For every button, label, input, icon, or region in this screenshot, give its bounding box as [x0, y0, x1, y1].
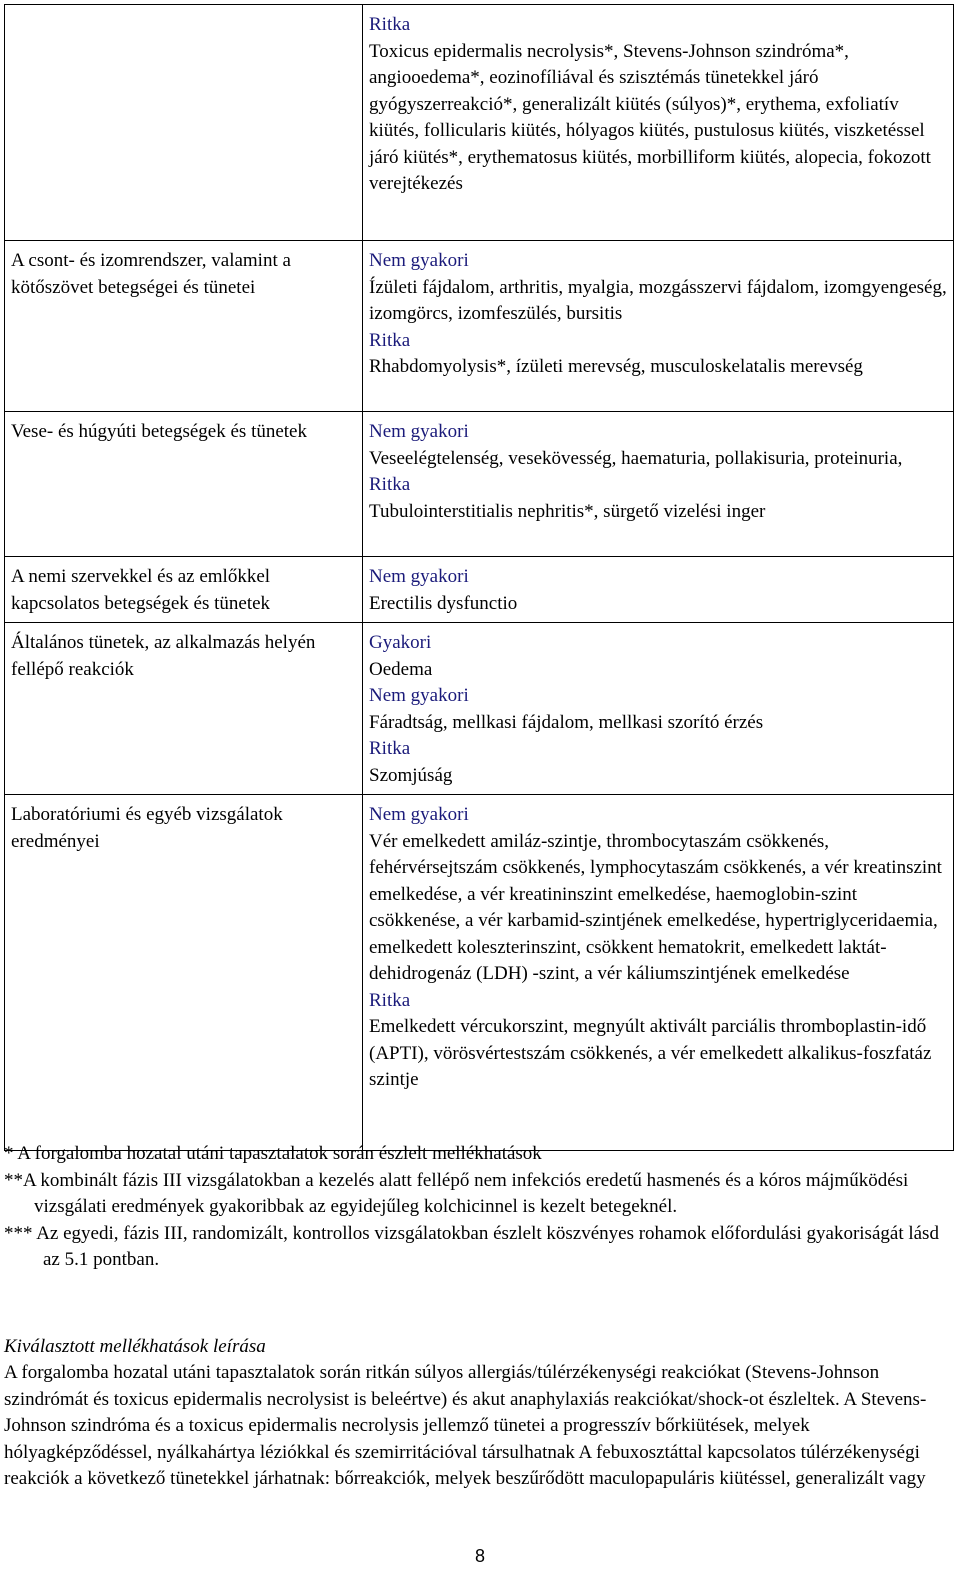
table-row — [5, 623, 954, 795]
effects-text: Szomjúság — [369, 764, 453, 786]
effects-cell — [363, 795, 954, 1151]
effects-text: Erectilis dysfunctio — [369, 592, 518, 614]
effects-text: Vér emelkedett amiláz-szintje, thrombocytaszám csökkenés, fehérvérsejtszám csökkenés, lymphocytaszám csökkenés, a vér kreatinszint emelkedése, a vér kreatininszint emelkedése, haemoglobin-szint csökkenése, a vér karbamid-szintjének emelkedése, hypertriglyceridaemia, emelkedett koleszterinszint, csökkent hematokrit, emelkedett laktát-dehidrogenáz (LDH) -szint, a vér káliumszintjének emelkedése — [369, 830, 942, 984]
table-row — [5, 241, 954, 412]
frequency-label: Nem gyakori — [369, 804, 469, 825]
frequency-label: Nem gyakori — [369, 421, 469, 442]
effects-cell — [363, 5, 954, 241]
adverse-effects-table — [4, 4, 954, 1151]
organ-class-cell: Laboratóriumi és egyéb vizsgálatok eredményei — [5, 795, 363, 1151]
frequency-label: Ritka — [369, 474, 411, 495]
table-row — [5, 5, 954, 241]
organ-class-cell: Vese- és húgyúti betegségek és tünetek — [5, 412, 363, 557]
effects-text: Emelkedett vércukorszint, megnyúlt aktivált parciális thromboplastin-idő (APTI), vörösvértestszám csökkenés, a vér emelkedett alkalikus-foszfatáz szintje — [369, 1016, 932, 1090]
footnote: * A forgalomba hozatal utáni tapasztalatok során észlelt mellékhatások — [4, 1143, 542, 1164]
footnotes — [4, 1141, 954, 1274]
effects-text: Veseelégtelenség, vesekövesség, haematuria, pollakisuria, proteinuria, — [369, 447, 903, 469]
effects-text: Ízületi fájdalom, arthritis, myalgia, mozgásszervi fájdalom, izomgyengeség, izomgörcs, izomfeszülés, bursitis — [369, 276, 947, 324]
frequency-label: Nem gyakori — [369, 685, 469, 706]
effects-cell — [363, 557, 954, 623]
effects-text: Rhabdomyolysis*, ízületi merevség, musculoskelatalis merevség — [369, 356, 863, 377]
frequency-label: Nem gyakori — [369, 566, 469, 587]
effects-text: Oedema — [369, 658, 433, 680]
organ-class-cell: A nemi szervekkel és az emlőkkel kapcsolatos betegségek és tünetek — [5, 557, 363, 623]
table-row — [5, 795, 954, 1151]
frequency-label: Ritka — [369, 14, 411, 35]
page-number: 8 — [474, 1546, 485, 1566]
frequency-label: Ritka — [369, 738, 411, 759]
table-row — [5, 412, 954, 557]
footnote: **A kombinált fázis III vizsgálatokban a kezelés alatt fellépő nem infekciós eredetű hasmenés és a kóros májműködési vizsgálati eredmények gyakoribbak az egyidejűleg kolchicinnel is kezelt betegeknél. — [4, 1169, 909, 1217]
table-row — [5, 557, 954, 623]
frequency-label: Gyakori — [369, 632, 432, 653]
organ-class-cell: A csont- és izomrendszer, valamint a kötőszövet betegségei és tünetei — [5, 241, 363, 412]
effects-cell — [363, 623, 954, 795]
effects-cell — [363, 412, 954, 557]
organ-class-cell: Általános tünetek, az alkalmazás helyén fellépő reakciók — [5, 623, 363, 795]
effects-text: Tubulointerstitialis nephritis*, sürgető vizelési inger — [369, 500, 766, 522]
effects-text: Toxicus epidermalis necrolysis*, Stevens-Johnson szindróma*, angiooedema*, eozinofíliával és szisztémás tünetekkel járó gyógyszerreakció*, generalizált kiütés (súlyos)*, erythema, exfoliatív kiütés, follicularis kiütés, hólyagos kiütés, pustulosus kiütés, viszketéssel járó kiütés*, erythematosus kiütés, morbilliform kiütés, alopecia, fokozott verejtékezés — [369, 40, 931, 194]
effects-text: Fáradtság, mellkasi fájdalom, mellkasi szorító érzés — [369, 711, 764, 733]
section-paragraph: A forgalomba hozatal utáni tapasztalatok során ritkán súlyos allergiás/túlérzékenységi reakciókat (Stevens-Johnson szindrómát és toxicus epidermalis necrolysist is beleértve) és akut anaphylaxiás reakciókat/shock-ot észleltek. A Stevens-Johnson szindróma és a toxicus epidermalis necrolysis jellemző tünetei a progresszív bőrkiütések, melyek hólyagképződéssel, nyálkahártya léziókkal és szemirritációval társulhatnak A febuxosztáttal kapcsolatos túlérzékenységi reakciók a következő tünetekkel járhatnak: bőrreakciók, melyek beszűrődött maculopapuláris kiütéssel, generalizált vagy — [4, 1362, 927, 1489]
footnote: *** Az egyedi, fázis III, randomizált, kontrollos vizsgálatokban észlelt köszvényes rohamok előfordulási gyakoriságát lásd az 5.1 pontban. — [4, 1222, 939, 1270]
effects-cell — [363, 241, 954, 412]
frequency-label: Nem gyakori — [369, 250, 469, 271]
frequency-label: Ritka — [369, 329, 411, 351]
section-title: Kiválasztott mellékhatások leírása — [4, 1336, 266, 1357]
frequency-label: Ritka — [369, 989, 411, 1011]
organ-class-cell — [5, 5, 363, 241]
